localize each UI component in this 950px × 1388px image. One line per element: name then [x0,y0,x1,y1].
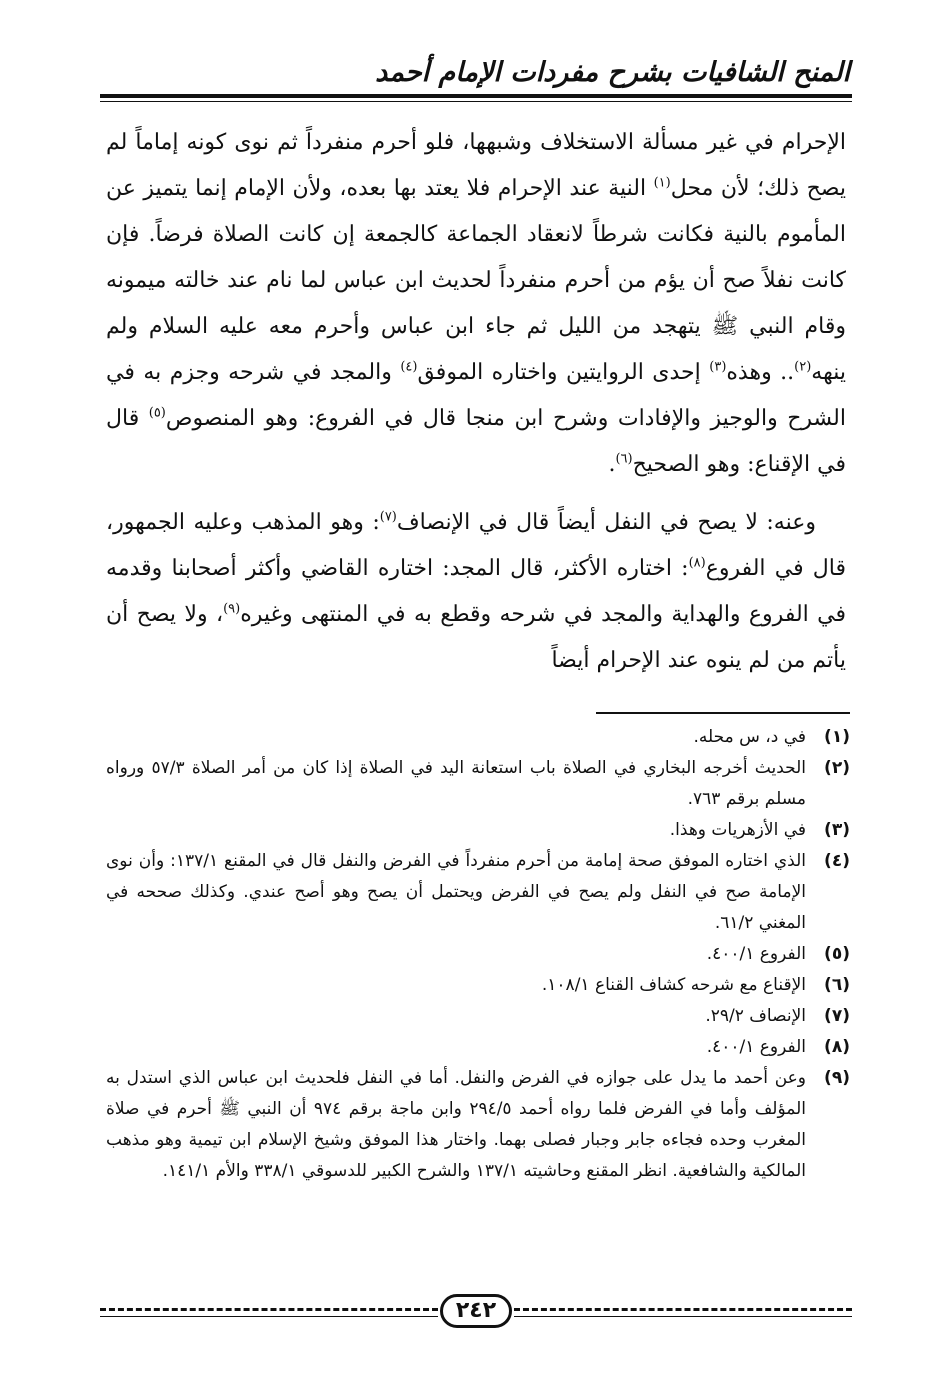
footnote-number: (٧) [824,1006,850,1026]
footnote-number: (٥) [824,944,850,964]
text-run: . [608,452,616,477]
footnote-ref-4: (٤) [400,359,418,375]
footnote-3 [106,815,850,846]
header-rule-thin [100,101,852,102]
footnote-ref-5: (٥) [148,405,166,421]
footnote-ref-7: (٧) [379,509,397,525]
footnote-ref-9: (٩) [223,601,241,617]
text-run: الإحرام في غير مسألة الاستخلاف وشبهها، فلو أحرم منفرداً ثم نوى كونه إماماً لم يصح ذلك؛ لأن محل [106,130,847,201]
text-run: والمجد في شرحه وجزم به في الشرح والوجيز والإفادات وشرح ابن منجا قال في الفروع: وهو المنصوص [106,360,846,431]
footnote-1 [106,722,850,753]
running-header-title: المنح الشافيات بشرح مفردات الإمام أحمد [375,57,850,88]
page-footer [100,1292,852,1332]
page-number: ٢٤٢ [440,1294,512,1328]
footnote-ref-1: (١) [653,175,671,191]
text-run: : وهو المذهب وعليه الجمهور، قال في الفروع [106,510,846,581]
text-run: ، ولا يصح أن يأتم من لم ينوه عند الإحرام أيضاً [106,602,846,673]
footnote-number: (٩) [824,1068,850,1088]
text-run: قال في الإقناع: وهو الصحيح [106,406,846,477]
paragraph-2 [106,500,846,684]
footnote-ref-2: (٢) [794,359,812,375]
footnote-5 [106,939,850,970]
footnote-4 [106,846,850,939]
footer-dashed-rule-right [514,1308,852,1311]
paragraph-1 [106,120,846,488]
footnote-6 [106,970,850,1001]
text-run: إحدى الروايتين واختاره الموفق [417,360,710,385]
footnote-ref-8: (٨) [688,555,706,571]
footnote-text: الفروع ٤٠٠/١. [706,1037,806,1057]
header-rule-thick [100,94,852,98]
footnote-text: وعن أحمد ما يدل على جوازه في الفرض والنفل. أما في النفل فلحديث ابن عباس الذي استدل به المؤلف وأما في الفرض فلما رواه أحمد ٢٩٤/٥ وابن ماجة برقم ٩٧٤ أن النبي ﷺ أحرم في صلاة المغرب وحده فجاءه جابر وجبار فصلى بهما. واختار هذا الموفق وشيخ الإسلام ابن تيمية وهو مذهب المالكية والشافعية. انظر المقنع وحاشيته ١٣٧/١ والشرح الكبير للدسوقي ٣٣٨/١ والأم ١٤١/١. [106,1068,806,1181]
text-run: وعنه: لا يصح في النفل أيضاً قال في الإنصاف [396,510,816,535]
footnote-separator [596,712,850,714]
footnote-number: (٢) [824,758,850,778]
text-run: النية عند الإحرام فلا يعتد بها بعده، ولأن الإمام إنما يتميز عن المأموم بالنية فكانت شرطاً لانعقاد الجماعة كالجمعة إن كانت الصلاة فرضاً. فإن كانت نفلاً صح أن يؤم من أحرم منفرداً لحديث ابن عباس لما نام عند خالته ميمونه وقام النبي ﷺ يتهجد من الليل ثم جاء ابن عباس وأحرم معه عليه السلام ولم ينهه [106,176,846,385]
footnote-2 [106,753,850,815]
main-text [106,120,846,684]
footnote-number: (٦) [824,975,850,995]
footer-thin-rule-right [514,1316,852,1317]
footnote-9 [106,1063,850,1187]
text-run: : اختاره الأكثر، قال المجد: اختاره القاضي وأكثر أصحابنا وقدمه في الفروع والهداية والمجد في شرحه وقطع به في المنتهى وغيره [106,556,846,627]
footnote-number: (٤) [824,851,850,871]
footnotes-section [106,722,850,1187]
footnote-text: الإقناع مع شرحه كشاف القناع ١٠٨/١. [541,975,806,995]
footnote-8 [106,1032,850,1063]
text-run: .. وهذه [726,360,795,385]
footnote-number: (١) [824,727,850,747]
footnote-ref-3: (٣) [709,359,727,375]
footnote-number: (٣) [824,820,850,840]
footnote-text: في الأزهريات وهذا. [669,820,806,840]
footnote-text: الذي اختاره الموفق صحة إمامة من أحرم منفرداً في الفرض والنفل قال في المقنع ١٣٧/١: وأن نوى الإمامة صح في النفل ولم يصح في الفرض ويحتمل أن يصح وهو أصح عندي. وكذلك صححه في المغني ٦١/٢. [106,851,806,933]
footnote-text: الفروع ٤٠٠/١. [706,944,806,964]
footnote-7 [106,1001,850,1032]
footer-thin-rule-left [100,1316,438,1317]
footer-dashed-rule-left [100,1308,438,1311]
footnote-text: الإنصاف ٢٩/٢. [705,1006,806,1026]
footnote-text: في د، س محله. [693,727,806,747]
footnote-text: الحديث أخرجه البخاري في الصلاة باب استعانة اليد في الصلاة إذا كان من أمر الصلاة ٥٧/٣ ورواه مسلم برقم ٧٦٣. [106,758,806,809]
footnote-number: (٨) [824,1037,850,1057]
footnote-ref-6: (٦) [615,451,633,467]
